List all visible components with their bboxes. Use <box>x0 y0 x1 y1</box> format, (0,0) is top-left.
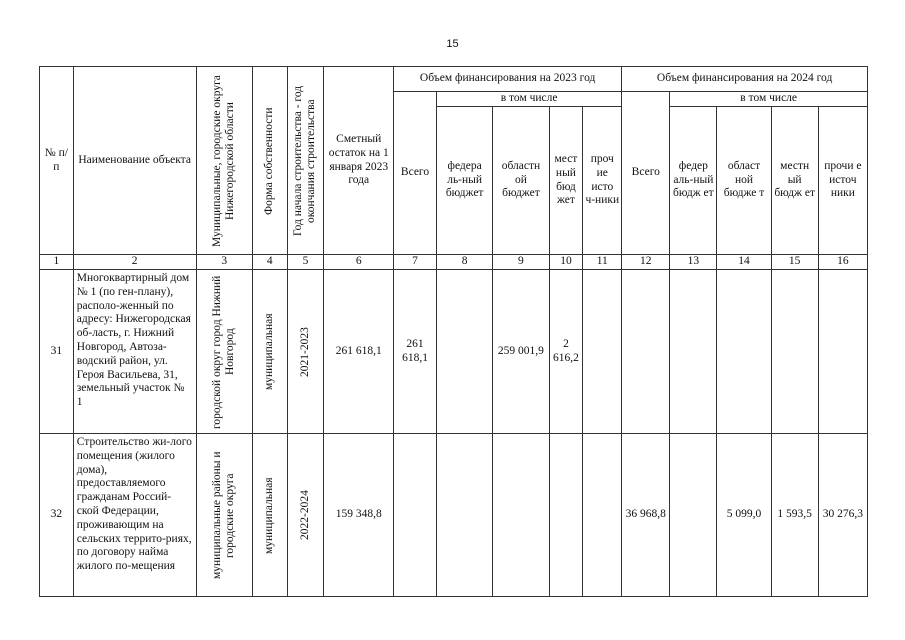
header-years <box>287 67 324 255</box>
row-regional-2024 <box>717 270 771 434</box>
header-federal-2024: федер аль-ный бюдж ет <box>670 107 717 255</box>
row-ownership <box>252 270 287 434</box>
row-other-2024 <box>818 270 867 434</box>
row-federal-2023 <box>437 270 493 434</box>
header-including-2024: в том числе <box>670 92 868 107</box>
row-num: 31 <box>40 270 74 434</box>
column-number: 13 <box>670 255 717 270</box>
row-name: Строительство жи-лого помещения (жилого дома), предоставляемого гражданам Россий-ской Федерации, проживающим на сельских террито-риях, по договору найма жилого по-мещения <box>73 434 196 597</box>
row-municipality <box>196 270 252 434</box>
header-funding-2024: Объем финансирования на 2024 год <box>622 67 868 92</box>
header-name: Наименование объекта <box>73 67 196 255</box>
row-federal-2024 <box>670 270 717 434</box>
row-municipality <box>196 434 252 597</box>
header-local-2023: мест ный бюд жет <box>549 107 583 255</box>
row-other-2023 <box>583 434 622 597</box>
column-number: 1 <box>40 255 74 270</box>
column-number: 14 <box>717 255 771 270</box>
header-num: № п/п <box>40 67 74 255</box>
header-ownership-text: Форма собственности <box>263 106 276 215</box>
header-funding-2023: Объем финансирования на 2023 год <box>394 67 622 92</box>
column-number: 4 <box>252 255 287 270</box>
column-number: 3 <box>196 255 252 270</box>
row-local-2024: 1 593,5 <box>771 434 818 597</box>
row-total-2023 <box>394 434 437 597</box>
column-number: 5 <box>287 255 324 270</box>
header-ownership <box>252 67 287 255</box>
table-row <box>40 270 868 434</box>
row-name: Многоквартирный дом № 1 (по ген-плану), располо-женный по адресу: Нижегородская об-ласть, г. Нижний Новгород, Автоза-водский район, ул. Героя Васильева, 31, земельный участок № 1 <box>73 270 196 434</box>
header-local-2024: местн ый бюдж ет <box>771 107 818 255</box>
row-ownership <box>252 434 287 597</box>
row-years <box>287 270 324 434</box>
header-regional-2023: областн ой бюджет <box>493 107 549 255</box>
header-total-2023: Всего <box>394 92 437 255</box>
row-municipality-text: городской округ город Нижний Новгород <box>210 274 237 429</box>
row-balance: 159 348,8 <box>324 434 394 597</box>
row-ownership-text: муниципальная <box>263 313 276 390</box>
row-other-2023 <box>583 270 622 434</box>
header-regional-2024: област ной бюдже т <box>717 107 771 255</box>
row-local-2023 <box>549 434 583 597</box>
page-number: 15 <box>446 38 459 50</box>
row-total-2024 <box>622 270 670 434</box>
header-municipality <box>196 67 252 255</box>
table-row <box>40 434 868 597</box>
column-number: 15 <box>771 255 818 270</box>
column-number: 2 <box>73 255 196 270</box>
row-regional-2023 <box>493 434 549 597</box>
row-balance: 261 618,1 <box>324 270 394 434</box>
column-number: 11 <box>583 255 622 270</box>
row-years <box>287 434 324 597</box>
row-local-2024 <box>771 270 818 434</box>
header-including-2023: в том числе <box>437 92 622 107</box>
row-years-text: 2021-2023 <box>298 326 311 377</box>
column-number: 9 <box>493 255 549 270</box>
header-federal-2023: федера ль-ный бюджет <box>437 107 493 255</box>
row-total-2024: 36 968,8 <box>622 434 670 597</box>
row-total-2023: 261 618,1 <box>394 270 437 434</box>
column-number: 6 <box>324 255 394 270</box>
row-other-2024: 30 276,3 <box>818 434 867 597</box>
column-number-row <box>40 255 868 270</box>
row-regional-2023: 259 001,9 <box>493 270 549 434</box>
column-number: 10 <box>549 255 583 270</box>
column-number: 16 <box>818 255 867 270</box>
row-regional-2024: 5 099,0 <box>717 434 771 597</box>
row-ownership-text: муниципальная <box>263 476 276 554</box>
row-federal-2024 <box>670 434 717 597</box>
header-balance: Сметный остаток на 1 января 2023 года <box>324 67 394 255</box>
header-years-text: Год начала строительства - год окончания строительства <box>292 85 318 236</box>
header-municipality-text: Муниципальные, городские округа Нижегородской области <box>210 74 237 247</box>
header-other-2023: проч ие исто ч-ники <box>583 107 622 255</box>
column-number: 8 <box>437 255 493 270</box>
row-municipality-text: муниципальные районы и городские округа <box>210 451 237 579</box>
header-other-2024: прочи е источ ники <box>818 107 867 255</box>
column-number: 7 <box>394 255 437 270</box>
header-total-2024: Всего <box>622 92 670 255</box>
row-federal-2023 <box>437 434 493 597</box>
row-local-2023: 2 616,2 <box>549 270 583 434</box>
row-num: 32 <box>40 434 74 597</box>
row-years-text: 2022-2024 <box>298 490 311 540</box>
column-number: 12 <box>622 255 670 270</box>
financing-table <box>39 66 868 597</box>
